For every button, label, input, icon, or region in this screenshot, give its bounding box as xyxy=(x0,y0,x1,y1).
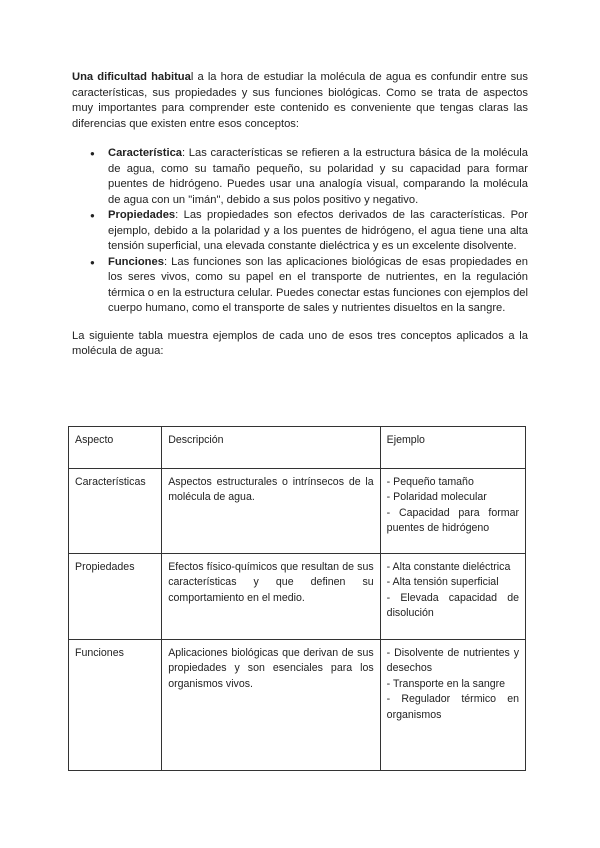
term-caracteristica: Característica xyxy=(108,147,183,159)
table-row xyxy=(69,469,526,554)
text-propiedades: : Las propiedades son efectos derivados de las características. Por ejemplo, debido a la polaridad y a los puentes de hidrógeno, el agua tiene una alta tensión superficial, una elevada constante dieléctrica y es un excelente disolvente. xyxy=(108,209,528,252)
row-description: Efectos físico-químicos que resultan de sus características y que definen su comportamiento en el medio. xyxy=(162,554,380,640)
intro-paragraph xyxy=(72,70,528,132)
table-header-row xyxy=(69,427,526,469)
intro-text: l a la hora de estudiar la molécula de agua es confundir entre sus características, sus propiedades y sus funciones biológicas. Como se trata de aspectos muy importantes para comprender este contenido es conveniente que tengas claras las diferencias que existen entre esos conceptos: xyxy=(72,71,528,130)
row-aspect: Características xyxy=(69,469,162,554)
table-row xyxy=(69,640,526,771)
row-description: Aspectos estructurales o intrínsecos de la molécula de agua. xyxy=(162,469,380,554)
example-item: - Capacidad para formar puentes de hidrógeno xyxy=(386,506,519,535)
example-item: - Elevada capacidad de disolución xyxy=(386,591,519,620)
concepts-table xyxy=(68,426,526,771)
example-item: - Alta constante dieléctrica xyxy=(386,561,511,573)
table-row xyxy=(69,554,526,640)
list-item-caracteristica xyxy=(108,146,528,208)
row-description: Aplicaciones biológicas que derivan de sus propiedades y son esenciales para los organismos vivos. xyxy=(162,640,380,771)
list-item-funciones xyxy=(108,255,528,317)
table-intro-paragraph: La siguiente tabla muestra ejemplos de cada uno de esos tres conceptos aplicados a la molécula de agua: xyxy=(72,329,528,357)
list-item-propiedades xyxy=(108,208,528,255)
intro-bold: Una dificultad habitua xyxy=(72,71,191,83)
text-funciones: : Las funciones son las aplicaciones biológicas de esas propiedades en los seres vivos, como su papel en el transporte de nutrientes, en la regulación térmica o en la estructura celular. Puedes conectar estas funciones con ejemplos del cuerpo humano, como el transporte de sales y nutrientes disueltos en la sangre. xyxy=(108,255,528,314)
header-descripcion: Descripción xyxy=(162,427,380,469)
header-ejemplo: Ejemplo xyxy=(380,427,525,469)
document-body xyxy=(72,70,528,360)
example-item: - Alta tensión superficial xyxy=(386,576,499,589)
row-examples xyxy=(380,554,525,640)
header-aspecto: Aspecto xyxy=(69,427,162,469)
example-item: - Transporte en la sangre xyxy=(386,677,506,690)
concept-list xyxy=(72,146,528,317)
example-item: - Regulador térmico en organismos xyxy=(386,693,519,721)
row-examples xyxy=(380,469,525,554)
example-item: - Polaridad molecular xyxy=(386,491,487,504)
example-item: - Disolvente de nutrientes y desechos xyxy=(386,647,519,675)
text-caracteristica: : Las características se refieren a la estructura básica de la molécula de agua, como su tamaño pequeño, su polaridad y su capacidad para formar puentes de hidrógeno. Puedes usar una analogía visual, comparando la molécula de agua con un "imán", debido a sus polos positivo y negativo. xyxy=(108,147,528,206)
row-aspect: Propiedades xyxy=(69,554,162,640)
term-funciones: Funciones xyxy=(108,255,164,268)
example-item: - Pequeño tamaño xyxy=(386,476,474,488)
term-propiedades: Propiedades xyxy=(108,209,176,221)
row-examples xyxy=(380,640,525,771)
row-aspect: Funciones xyxy=(69,640,162,771)
